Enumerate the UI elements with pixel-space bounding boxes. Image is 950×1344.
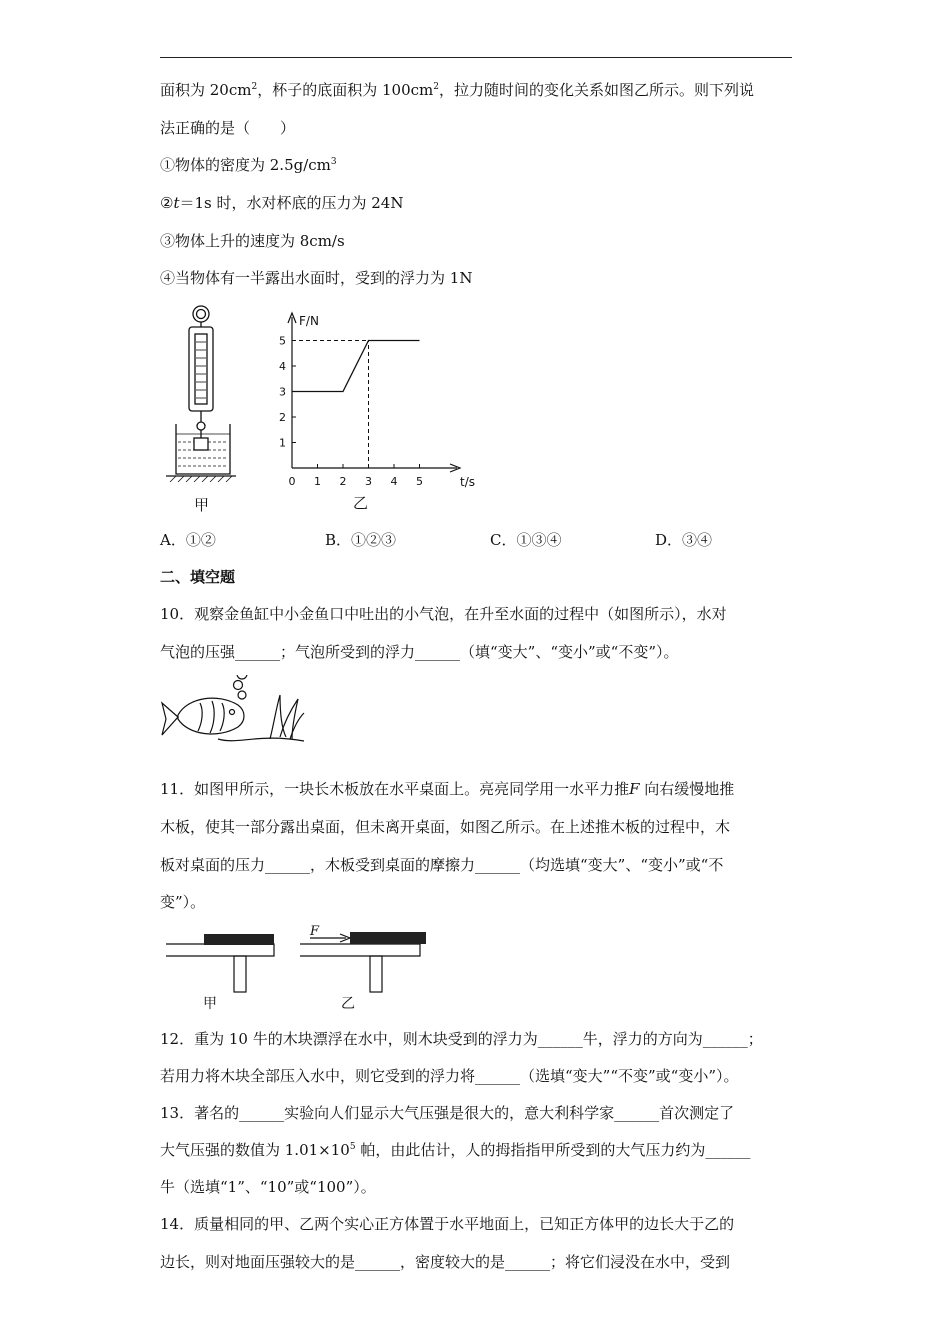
force-time-chart bbox=[262, 305, 487, 495]
bubble-large bbox=[237, 675, 247, 679]
fig-board-jia-label: 甲 bbox=[203, 996, 217, 1012]
q13-line1: 13．著名的______实验向人们显示大气压强是很大的，意大利科学家______首次测定了 bbox=[160, 1104, 735, 1122]
option-a: A．①② bbox=[160, 531, 216, 549]
option-c: C．①③④ bbox=[490, 531, 562, 549]
q13-line2: 大气压强的数值为 $1.01\times 10^5$ 帕，由此估计，人的拇指指甲所受到的大气压力约为______ bbox=[160, 1141, 751, 1159]
x-axis-label: t/s bbox=[460, 475, 475, 489]
q11-line1: 11．如图甲所示，一块长木板放在水平桌面上。亮亮同学用一水平力推F 向右缓慢地推 bbox=[160, 780, 735, 798]
bubble-mid bbox=[234, 681, 243, 690]
fish-tail bbox=[162, 703, 178, 735]
x-tick-label: 2 bbox=[339, 475, 347, 488]
y-tick-label: 2 bbox=[279, 411, 286, 424]
force-series-line bbox=[292, 341, 420, 392]
q13-line3: 牛（选填“1”、“10”或“100”）。 bbox=[160, 1178, 376, 1196]
board-jia bbox=[204, 934, 274, 945]
table-leg-jia bbox=[234, 956, 246, 992]
q11-line3: 板对桌面的压力______，木板受到桌面的摩擦力______（均选填“变大”、“变小”或“不 bbox=[160, 856, 724, 874]
hanging-object bbox=[194, 438, 208, 450]
q9-statement-3: ③物体上升的速度为 8cm/s bbox=[160, 232, 345, 250]
plant-leaf-1 bbox=[270, 695, 286, 739]
fig-jia-label: 甲 bbox=[194, 496, 210, 514]
bubble-small bbox=[238, 691, 246, 699]
q11-line2: 木板，使其一部分露出桌面，但未离开桌面，如图乙所示。在上述推木板的过程中，木 bbox=[160, 818, 731, 836]
x-tick-label: 1 bbox=[314, 475, 321, 488]
section-title: 二、填空题 bbox=[160, 568, 236, 586]
q10-line1: 10．观察金鱼缸中小金鱼口中吐出的小气泡，在升至水面的过程中（如图所示），水对 bbox=[160, 605, 727, 623]
q9-line2: 法正确的是（ ） bbox=[160, 119, 296, 137]
q10-line2: 气泡的压强______；气泡所受到的浮力______（填“变大”、“变小”或“不变”）。 bbox=[160, 643, 679, 661]
q11-line4: 变”）。 bbox=[160, 893, 206, 911]
q9-statement-1: ①物体的密度为 $2.5g/cm^3$ bbox=[160, 156, 337, 174]
table-leg-yi bbox=[370, 956, 382, 992]
q9-statement-2: ②t＝1s 时，水对杯底的压力为 24N bbox=[160, 194, 404, 212]
q9-statement-4: ④当物体有一半露出水面时，受到的浮力为 1N bbox=[160, 269, 473, 287]
scale-ring-outer bbox=[193, 306, 209, 322]
table-top-jia bbox=[166, 944, 274, 956]
fish-eye bbox=[230, 710, 235, 715]
y-tick-label: 4 bbox=[279, 360, 286, 373]
board-yi bbox=[350, 932, 426, 944]
fig-yi-label: 乙 bbox=[353, 494, 369, 512]
x-tick-label: 3 bbox=[365, 475, 372, 488]
header-rule bbox=[160, 57, 792, 58]
x-tick-label: 4 bbox=[390, 475, 398, 488]
fish-body bbox=[178, 698, 244, 734]
board-figure bbox=[160, 922, 440, 1022]
force-label: F bbox=[310, 924, 320, 939]
q14-line1: 14．质量相同的甲、乙两个实心正方体置于水平地面上，已知正方体甲的边长大于乙的 bbox=[160, 1215, 735, 1233]
scale-ring-inner bbox=[197, 310, 206, 319]
scale-slot bbox=[195, 334, 207, 404]
x-tick-label: 5 bbox=[416, 475, 423, 488]
y-tick-label: 1 bbox=[279, 436, 286, 450]
spring-scale-figure bbox=[160, 300, 240, 515]
option-b: B．①②③ bbox=[325, 531, 397, 549]
fig-board-yi-label: 乙 bbox=[341, 996, 355, 1012]
ground-line bbox=[218, 738, 304, 741]
fish-bubbles-figure bbox=[158, 675, 308, 755]
beaker bbox=[176, 424, 230, 474]
q14-line2: 边长，则对地面压强较大的是______，密度较大的是______；将它们浸没在水中，受到 bbox=[160, 1253, 731, 1271]
option-d: D．③④ bbox=[655, 531, 713, 549]
plant-leaf-2 bbox=[280, 699, 298, 739]
q12-line2: 若用力将木块全部压入水中，则它受到的浮力将______（选填“变大”“不变”或“变小”）。 bbox=[160, 1067, 739, 1085]
y-tick-label: 5 bbox=[279, 334, 286, 348]
x-tick-label: 0 bbox=[288, 475, 296, 488]
scale-hook bbox=[197, 422, 205, 430]
q9-line1: 面积为 $20cm^2$，杯子的底面积为 $100cm^2$，拉力随时间的变化关系如图乙所示。则下列说 bbox=[160, 81, 754, 99]
q12-line1: 12．重为 10 牛的木块漂浮在水中，则木块受到的浮力为______牛，浮力的方向为______； bbox=[160, 1030, 763, 1048]
y-tick-label: 3 bbox=[279, 385, 286, 399]
y-axis-label: F/N bbox=[299, 314, 319, 328]
table-top-yi bbox=[300, 944, 420, 956]
